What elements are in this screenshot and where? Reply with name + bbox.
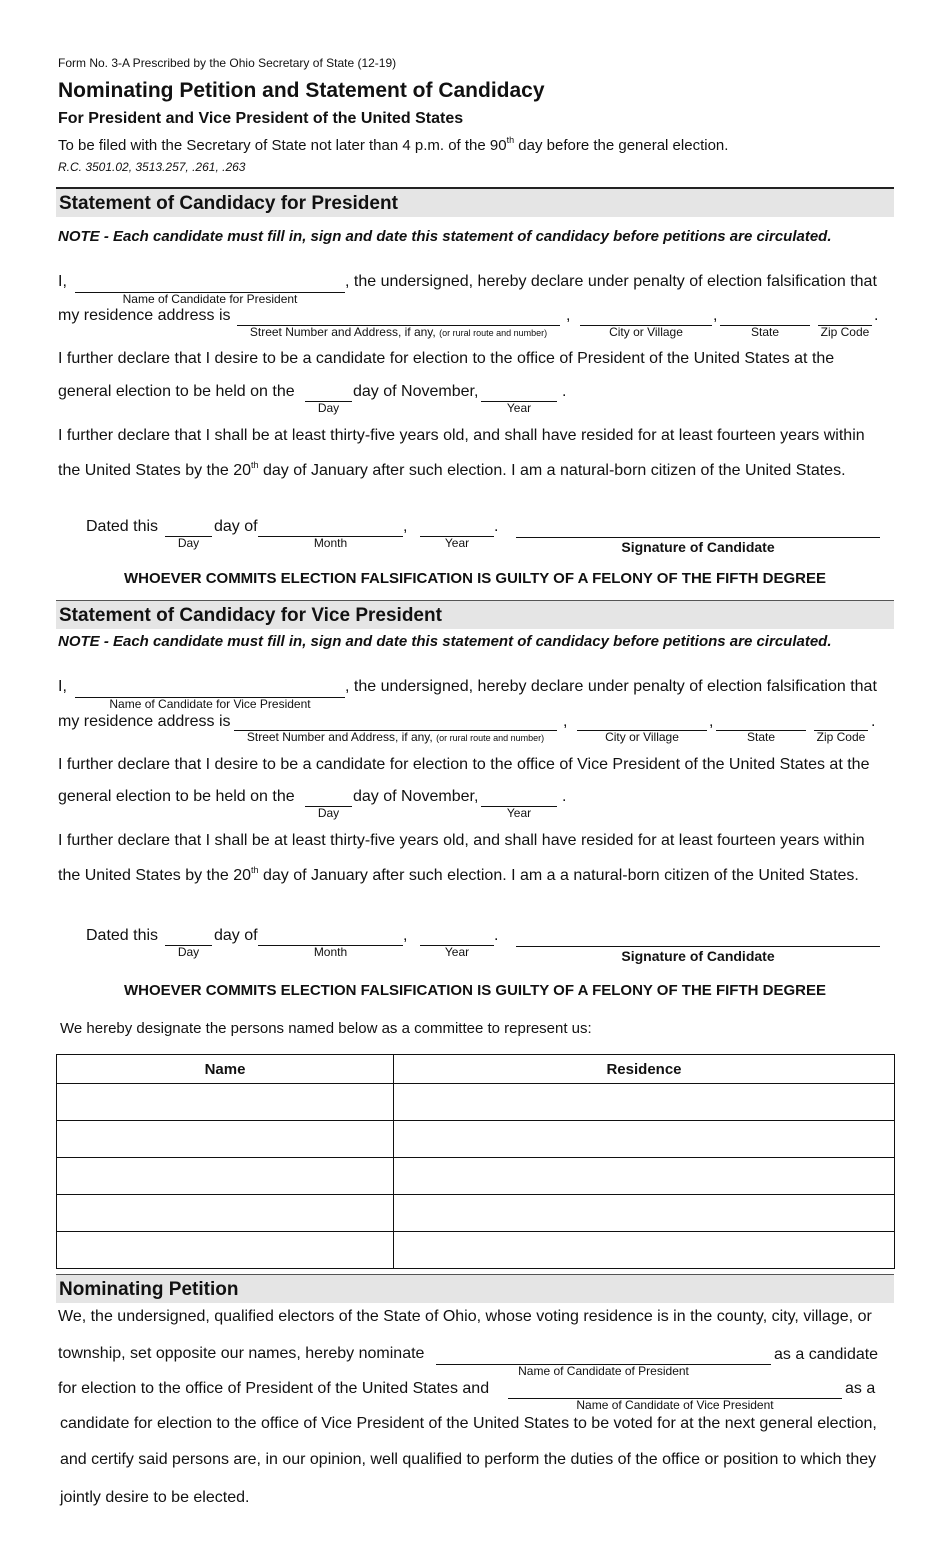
- vp-city-label: City or Village: [605, 730, 679, 744]
- vp-declare-text: , the undersigned, hereby declare under penalty of election falsification that: [345, 678, 877, 695]
- committee-residence-cell[interactable]: [394, 1121, 895, 1158]
- vp-election-day-label: Day: [317, 806, 340, 820]
- committee-name-cell[interactable]: [57, 1158, 394, 1195]
- vp-day-of: day of: [214, 927, 258, 944]
- table-header-row: [57, 1055, 895, 1084]
- president-period2: .: [562, 383, 567, 400]
- president-comma: ,: [566, 307, 571, 324]
- petition-line-2-end: as a candidate: [774, 1346, 879, 1363]
- vp-citizen-text: the United States by the 20th day of January after such election. I am a a natural-born citizen of the United States.: [58, 865, 859, 884]
- president-age-text: I further declare that I shall be at least thirty-five years old, and shall have resided for at least fourteen years within: [58, 427, 865, 444]
- vp-period: .: [871, 713, 876, 730]
- president-street-label: Street Number and Address, if any, (or rural route and number): [249, 325, 548, 339]
- petition-line-5: and certify said persons are, in our opinion, well qualified to perform the duties of the office or position to which they: [60, 1451, 877, 1468]
- committee-residence-cell[interactable]: [394, 1084, 895, 1121]
- vp-age-text: I further declare that I shall be at least thirty-five years old, and shall have resided for at least fourteen years within: [58, 832, 865, 849]
- president-general-text: general election to be held on the: [58, 383, 295, 400]
- petition-president-name-label: Name of Candidate of President: [518, 1364, 689, 1378]
- table-row: [57, 1195, 895, 1232]
- petition-vp-name-label: Name of Candidate of Vice President: [576, 1398, 774, 1412]
- table-row: [57, 1158, 895, 1195]
- petition-line-1: We, the undersigned, qualified electors of the State of Ohio, whose voting residence is in the county, city, village, or: [58, 1308, 872, 1325]
- petition-line-4: candidate for election to the office of Vice President of the United States to be voted for at the next general election,: [60, 1415, 877, 1432]
- vp-section-header: Statement of Candidacy for Vice President: [56, 600, 894, 629]
- vp-period3: .: [494, 927, 499, 944]
- president-i: I,: [58, 273, 67, 290]
- president-warning: WHOEVER COMMITS ELECTION FALSIFICATION IS GUILTY OF A FELONY OF THE FIFTH DEGREE: [124, 570, 826, 587]
- vp-dated-year-label: Year: [444, 945, 470, 959]
- column-header-residence: Residence: [394, 1055, 895, 1084]
- table-row: [57, 1084, 895, 1121]
- statute-reference: R.C. 3501.02, 3513.257, .261, .263: [58, 160, 246, 174]
- committee-intro: We hereby designate the persons named below as a committee to represent us:: [60, 1020, 592, 1037]
- vp-name-label: Name of Candidate for Vice President: [109, 697, 311, 711]
- president-city-label: City or Village: [609, 325, 683, 339]
- vp-zip-label: Zip Code: [816, 730, 866, 744]
- president-residence-text: my residence address is: [58, 307, 231, 324]
- committee-name-cell[interactable]: [57, 1084, 394, 1121]
- vp-note: NOTE - Each candidate must fill in, sign and date this statement of candidacy before petitions are circulated.: [58, 633, 832, 650]
- committee-name-cell[interactable]: [57, 1121, 394, 1158]
- vp-signature-label: Signature of Candidate: [621, 948, 775, 964]
- vp-dated-this: Dated this: [86, 927, 159, 944]
- vp-residence-text: my residence address is: [58, 713, 231, 730]
- vp-comma3: ,: [403, 927, 408, 944]
- petition-line-3: for election to the office of President of the United States and: [58, 1380, 490, 1397]
- committee-table: [56, 1054, 895, 1269]
- president-signature-field[interactable]: [516, 537, 880, 538]
- column-header-name: Name: [57, 1055, 394, 1084]
- president-day-of-nov: day of November,: [353, 383, 479, 400]
- filing-deadline: To be filed with the Secretary of State not later than 4 p.m. of the 90th day before the general election.: [58, 135, 729, 154]
- petition-line-3-end: as a: [845, 1380, 876, 1397]
- vp-dated-month-label: Month: [313, 945, 348, 959]
- petition-section-header: Nominating Petition: [56, 1274, 894, 1303]
- vp-period2: .: [562, 788, 567, 805]
- president-name-label: Name of Candidate for President: [122, 292, 298, 306]
- page-subtitle: For President and Vice President of the United States: [58, 110, 464, 127]
- vp-signature-field[interactable]: [516, 946, 880, 947]
- president-dated-month-label: Month: [313, 536, 348, 550]
- president-comma2: ,: [713, 307, 718, 324]
- vp-state-label: State: [746, 730, 776, 744]
- president-zip-label: Zip Code: [820, 325, 870, 339]
- vp-election-year-label: Year: [506, 806, 532, 820]
- president-day-of: day of: [214, 518, 258, 535]
- vp-warning: WHOEVER COMMITS ELECTION FALSIFICATION IS GUILTY OF A FELONY OF THE FIFTH DEGREE: [124, 982, 826, 999]
- vp-comma2: ,: [709, 713, 714, 730]
- committee-name-cell[interactable]: [57, 1232, 394, 1269]
- page-title: Nominating Petition and Statement of Candidacy: [58, 79, 545, 102]
- president-note: NOTE - Each candidate must fill in, sign and date this statement of candidacy before petitions are circulated.: [58, 228, 832, 245]
- president-declare-text: , the undersigned, hereby declare under penalty of election falsification that: [345, 273, 877, 290]
- president-election-day-label: Day: [317, 401, 340, 415]
- president-dated-this: Dated this: [86, 518, 159, 535]
- committee-residence-cell[interactable]: [394, 1158, 895, 1195]
- vp-general-text: general election to be held on the: [58, 788, 295, 805]
- table-row: [57, 1121, 895, 1158]
- president-state-label: State: [750, 325, 780, 339]
- committee-residence-cell[interactable]: [394, 1195, 895, 1232]
- committee-residence-cell[interactable]: [394, 1232, 895, 1269]
- committee-name-cell[interactable]: [57, 1195, 394, 1232]
- president-period3: .: [494, 518, 499, 535]
- vp-comma: ,: [563, 713, 568, 730]
- petition-line-6: jointly desire to be elected.: [60, 1489, 250, 1506]
- table-row: [57, 1232, 895, 1269]
- vp-i: I,: [58, 678, 67, 695]
- vp-office-text: I further declare that I desire to be a candidate for election to the office of Vice President of the United States at the: [58, 756, 870, 773]
- vp-day-of-nov: day of November,: [353, 788, 479, 805]
- president-election-year-label: Year: [506, 401, 532, 415]
- president-dated-day-label: Day: [177, 536, 200, 550]
- president-comma3: ,: [403, 518, 408, 535]
- petition-line-2: township, set opposite our names, hereby nominate: [58, 1345, 425, 1362]
- president-office-text: I further declare that I desire to be a candidate for election to the office of President of the United States at the: [58, 350, 835, 367]
- vp-dated-day-label: Day: [177, 945, 200, 959]
- president-signature-label: Signature of Candidate: [621, 539, 775, 555]
- form-number: Form No. 3-A Prescribed by the Ohio Secretary of State (12-19): [58, 56, 397, 70]
- president-dated-year-label: Year: [444, 536, 470, 550]
- president-period: .: [874, 307, 879, 324]
- vp-street-label: Street Number and Address, if any, (or rural route and number): [246, 730, 545, 744]
- president-citizen-text: the United States by the 20th day of January after such election. I am a natural-born citizen of the United States.: [58, 460, 846, 479]
- president-section-header: Statement of Candidacy for President: [56, 187, 894, 217]
